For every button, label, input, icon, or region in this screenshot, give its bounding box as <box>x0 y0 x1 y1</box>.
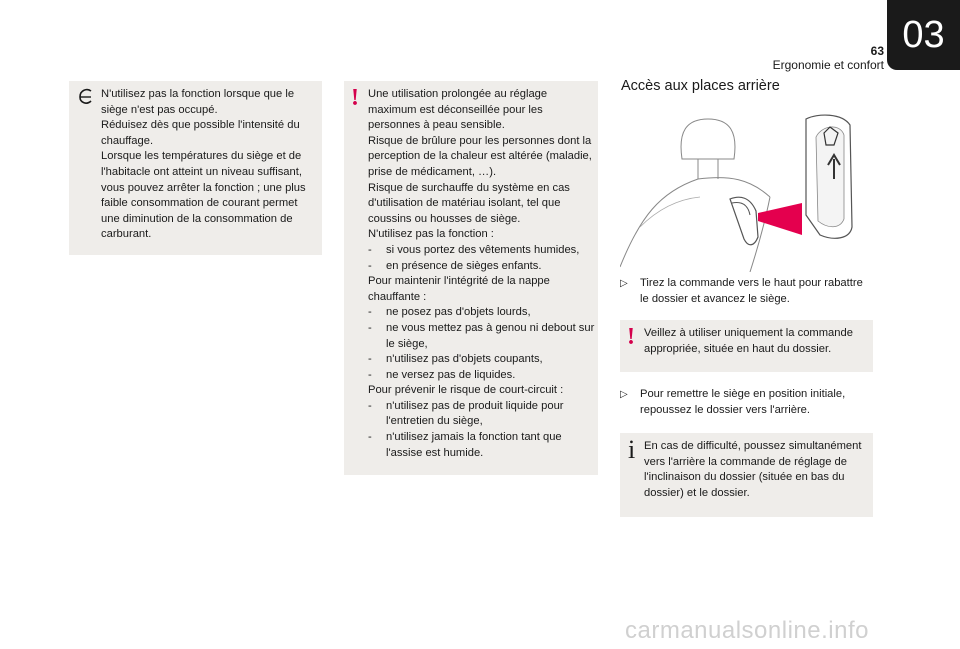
eco-line: Réduisez dès que possible l'intensité du chauffage. <box>101 119 300 147</box>
warning-paragraph: Pour prévenir le risque de court-circuit : <box>368 384 564 397</box>
arrow-bullet-icon: ▷ <box>620 278 628 289</box>
list-item: - ne posez pas d'objets lourds, <box>368 306 531 319</box>
warning-text: Veillez à utiliser uniquement la commande appropriée, située en haut du dossier. <box>644 327 853 355</box>
warning-paragraph: Risque de brûlure pour les personnes dont la perception de la chaleur est altérée (maladie, prise de médicament, …). <box>368 134 592 178</box>
warning-note-box <box>620 320 873 372</box>
list-item: - n'utilisez pas d'objets coupants, <box>368 353 543 366</box>
list-item: - n'utilisez jamais la fonction tant que l'assise est humide. <box>368 431 562 459</box>
arrow-bullet-icon: ▷ <box>620 389 628 400</box>
eco-line: N'utilisez pas la fonction lorsque que le siège n'est pas occupé. <box>101 88 295 116</box>
instruction-step: ▷ Tirez la commande vers le haut pour rabattre le dossier et avancez le siège. <box>620 276 872 307</box>
warning-paragraph: Une utilisation prolongée au réglage maximum est déconseillée pour les personnes à peau sensible. <box>368 88 548 132</box>
list-item: - ne vous mettez pas à genou ni debout sur le siège, <box>368 321 595 350</box>
info-icon: i <box>628 435 636 464</box>
warning-paragraph: N'utilisez pas la fonction : <box>368 228 494 241</box>
section-heading: Accès aux places arrière <box>621 78 780 94</box>
chapter-tab: 03 <box>887 0 960 70</box>
list-item: - en présence de sièges enfants. <box>368 259 542 272</box>
warning-paragraph: Pour maintenir l'intégrité de la nappe chauffante : <box>368 275 550 303</box>
info-note-box <box>620 433 873 517</box>
list-item: - n'utilisez pas de produit liquide pour l'entretien du siège, <box>368 399 564 428</box>
info-text: En cas de difficulté, poussez simultanément vers l'arrière la commande de réglage de l'inclinaison du dossier (située en bas du dossier) et le dossier. <box>644 440 862 499</box>
list-item: - si vous portez des vêtements humides, <box>368 243 580 256</box>
warning-exclamation-icon: ! <box>627 324 635 350</box>
warning-exclamation-icon: ! <box>351 85 359 111</box>
eco-line: Lorsque les températures du siège et de l'habitacle ont atteint un niveau suffisant, vous pouvez arrêter la fonction ; une plus faible consommation de courant permet une diminution de la consommation de carburant. <box>101 150 306 241</box>
list-item: - ne versez pas de liquides. <box>368 368 516 381</box>
warning-note-box <box>344 81 598 475</box>
eco-leaf-icon <box>77 87 95 107</box>
eco-note-box <box>69 81 322 255</box>
instruction-step: ▷ Pour remettre le siège en position initiale, repoussez le dossier vers l'arrière. <box>620 387 872 418</box>
watermark: carmanualsonline.info <box>625 617 869 644</box>
section-title: Ergonomie et confort <box>772 58 884 72</box>
seat-backrest-lever-illustration <box>620 107 874 272</box>
warning-paragraph: Risque de surchauffe du système en cas d'utilisation de matériau isolant, tel que coussins ou housses de siège. <box>368 181 570 225</box>
page-number: 63 <box>870 44 884 58</box>
